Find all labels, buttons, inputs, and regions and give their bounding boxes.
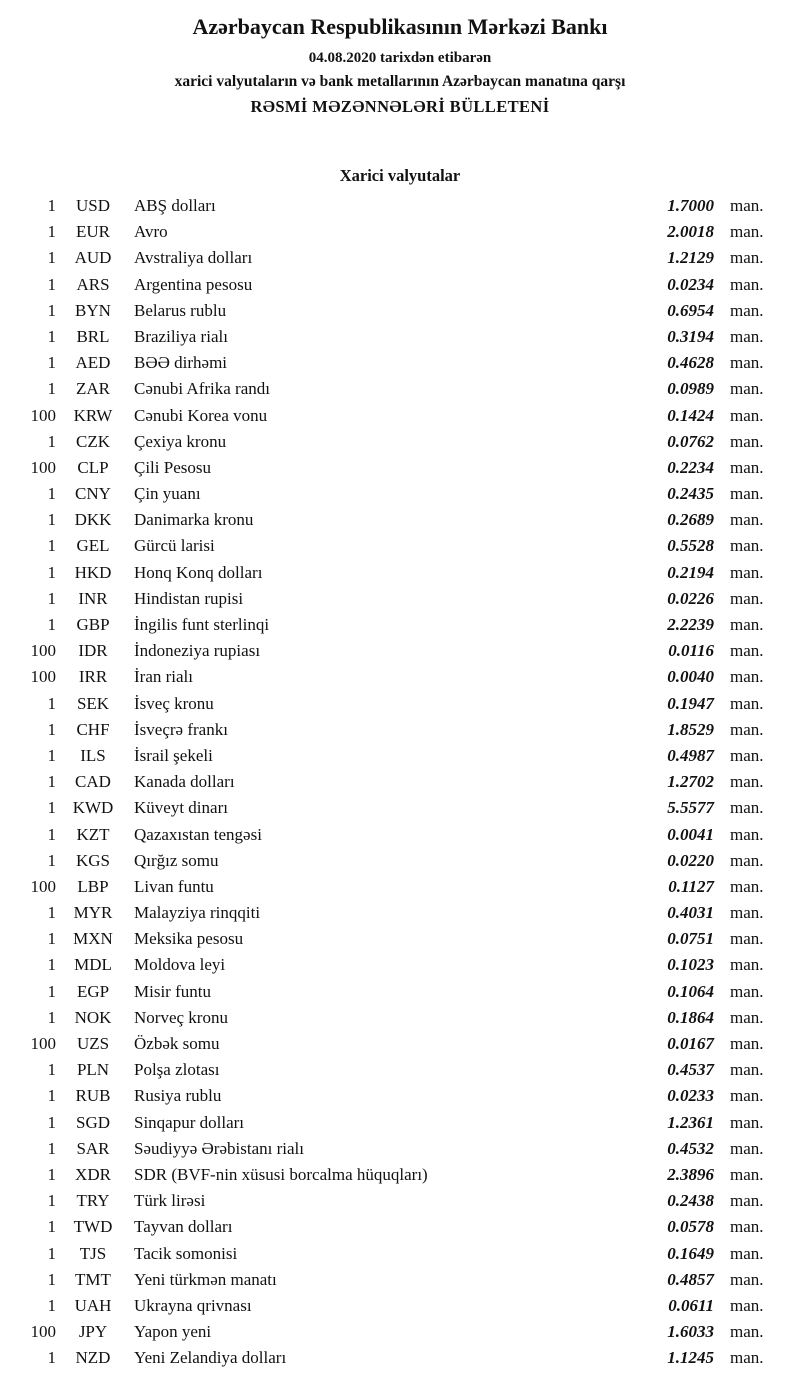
rate-name: İran rialı — [134, 667, 193, 687]
rate-code: INR — [78, 588, 108, 608]
rate-row — [14, 432, 776, 458]
rate-row — [14, 955, 776, 981]
rate-value: 0.1064 — [667, 981, 714, 1001]
rate-qty: 1 — [47, 1164, 56, 1184]
rate-name: Yeni türkmən manatı — [134, 1269, 277, 1289]
rate-value: 0.0611 — [668, 1295, 714, 1315]
bank-name-title: Azərbaycan Respublikasının Mərkəzi Bankı — [192, 14, 608, 39]
rate-qty: 1 — [47, 719, 56, 739]
rate-qty: 100 — [30, 876, 56, 896]
rate-unit: man. — [730, 1034, 764, 1053]
rate-value: 0.0751 — [667, 929, 714, 949]
rate-name: Sinqapur dolları — [134, 1112, 245, 1132]
rate-unit: man. — [730, 353, 764, 373]
rate-name: Danimarka kronu — [134, 510, 254, 530]
rate-code: RUB — [75, 1086, 111, 1106]
rate-value: 0.0762 — [667, 431, 714, 451]
rate-code: CNY — [75, 484, 111, 504]
rate-code: PLN — [76, 1060, 110, 1080]
rate-name: Meksika pesosu — [134, 929, 244, 949]
rate-code: CZK — [76, 431, 110, 451]
rate-row — [14, 458, 776, 484]
rate-code: TMT — [75, 1269, 111, 1289]
rate-row — [14, 615, 776, 641]
rate-row — [14, 1270, 776, 1296]
rate-row — [14, 1348, 776, 1374]
rate-row — [14, 1217, 776, 1243]
rate-name: İsveçrə frankı — [134, 719, 228, 739]
rate-qty: 100 — [30, 457, 56, 477]
rate-code: SEK — [76, 693, 110, 713]
rate-value: 2.2239 — [667, 615, 714, 634]
rate-row — [14, 563, 776, 589]
rate-code: KZT — [76, 824, 110, 844]
rate-value: 0.2435 — [667, 484, 714, 504]
rate-code: HKD — [74, 562, 112, 582]
rate-unit: man. — [730, 1191, 764, 1211]
rate-value: 0.4628 — [667, 353, 714, 373]
bulletin-header — [0, 12, 800, 120]
rate-code: CHF — [76, 719, 110, 739]
rate-name: Belarus rublu — [134, 300, 227, 320]
rate-unit: man. — [730, 1086, 764, 1106]
rate-qty: 1 — [47, 536, 56, 556]
rate-qty: 1 — [47, 1295, 56, 1315]
rate-unit: man. — [730, 1138, 764, 1158]
rate-row — [14, 694, 776, 720]
rate-unit: man. — [730, 274, 764, 294]
rate-name: Səudiyyə Ərəbistanı rialı — [134, 1138, 304, 1158]
rate-value: 1.7000 — [667, 196, 714, 215]
rate-row — [14, 982, 776, 1008]
rate-unit: man. — [730, 405, 764, 425]
rate-row — [14, 798, 776, 824]
rate-qty: 1 — [47, 588, 56, 608]
rate-value: 0.1127 — [668, 876, 714, 896]
rate-unit: man. — [730, 326, 764, 346]
rate-name: Yapon yeni — [134, 1322, 212, 1342]
rate-unit: man. — [730, 1007, 764, 1027]
rate-row — [14, 1086, 776, 1112]
rate-code: EUR — [76, 222, 110, 242]
rate-row — [14, 720, 776, 746]
rate-code: GBP — [76, 615, 110, 634]
rate-qty: 1 — [47, 431, 56, 451]
rate-value: 1.6033 — [667, 1322, 714, 1342]
rate-row — [14, 1139, 776, 1165]
rate-name: Malayziya rinqqiti — [134, 903, 261, 923]
rate-code: XDR — [75, 1164, 111, 1184]
rate-unit: man. — [730, 222, 764, 242]
rate-code: KRW — [73, 405, 113, 425]
rate-name: Hindistan rupisi — [134, 588, 244, 608]
bulletin-title: RƏSMİ MƏZƏNNƏLƏRİ BÜLLETENİ — [250, 97, 550, 116]
rate-name: Polşa zlotası — [134, 1060, 220, 1080]
rate-unit: man. — [730, 929, 764, 949]
rate-unit: man. — [730, 484, 764, 504]
rate-unit: man. — [730, 850, 764, 870]
rate-name: Küveyt dinarı — [134, 798, 228, 818]
rate-name: İngilis funt sterlinqi — [134, 615, 270, 634]
rate-code: CAD — [75, 772, 111, 792]
rate-row — [14, 1191, 776, 1217]
rate-row — [14, 1060, 776, 1086]
rate-row — [14, 301, 776, 327]
rate-name: Çin yuanı — [134, 484, 201, 504]
rate-value: 0.5528 — [667, 536, 714, 556]
rate-unit: man. — [730, 1295, 764, 1315]
rate-name: Türk lirəsi — [134, 1191, 206, 1211]
rate-row — [14, 248, 776, 274]
rate-unit: man. — [730, 693, 764, 713]
rate-code: TJS — [79, 1243, 107, 1263]
rate-value: 0.4537 — [667, 1060, 714, 1080]
rate-row — [14, 1296, 776, 1322]
rate-value: 0.4031 — [667, 903, 714, 923]
rate-row — [14, 903, 776, 929]
rate-name: Qazaxıstan tengəsi — [134, 824, 262, 844]
rate-name: Çexiya kronu — [134, 431, 227, 451]
rate-value: 0.2689 — [667, 510, 714, 530]
rate-qty: 1 — [47, 248, 56, 268]
rate-name: SDR (BVF-nin xüsusi borcalma hüquqları) — [134, 1164, 428, 1184]
rate-code: SAR — [76, 1138, 110, 1158]
rate-qty: 1 — [47, 196, 56, 215]
rate-value: 0.0226 — [667, 588, 714, 608]
rate-value: 0.0220 — [667, 850, 714, 870]
rate-code: AED — [75, 353, 111, 373]
rate-qty: 1 — [47, 903, 56, 923]
rate-name: Qırğız somu — [134, 850, 219, 870]
rate-value: 0.2194 — [667, 562, 714, 582]
rate-row — [14, 641, 776, 667]
rate-qty: 1 — [47, 274, 56, 294]
rate-unit: man. — [730, 457, 764, 477]
rate-row — [14, 406, 776, 432]
rate-code: BRL — [76, 326, 110, 346]
rate-row — [14, 510, 776, 536]
rate-qty: 1 — [47, 300, 56, 320]
rate-row — [14, 275, 776, 301]
rate-value: 0.6954 — [667, 300, 714, 320]
rate-qty: 100 — [30, 667, 56, 687]
rate-name: Livan funtu — [134, 876, 214, 896]
rate-unit: man. — [730, 1348, 764, 1368]
rate-qty: 1 — [47, 1060, 56, 1080]
rate-unit: man. — [730, 772, 764, 792]
rate-name: Misir funtu — [134, 981, 211, 1001]
rate-code: ZAR — [76, 379, 110, 399]
rate-qty: 1 — [47, 222, 56, 242]
rate-row — [14, 379, 776, 405]
rate-qty: 1 — [47, 510, 56, 530]
rate-qty: 1 — [47, 798, 56, 818]
rate-row — [14, 877, 776, 903]
rate-name: Braziliya rialı — [134, 326, 228, 346]
rate-name: Cənubi Korea vonu — [134, 405, 268, 425]
rate-unit: man. — [730, 981, 764, 1001]
rate-unit: man. — [730, 903, 764, 923]
rate-qty: 1 — [47, 326, 56, 346]
rate-name: İsrail şekeli — [134, 745, 213, 765]
rate-unit: man. — [730, 1164, 764, 1184]
rate-value: 0.1023 — [667, 955, 714, 975]
rate-row — [14, 222, 776, 248]
rate-qty: 100 — [30, 1034, 56, 1053]
rate-name: Avstraliya dolları — [134, 248, 253, 268]
rate-value: 2.0018 — [667, 222, 714, 242]
rate-qty: 1 — [47, 1191, 56, 1211]
rate-value: 0.0578 — [667, 1217, 714, 1237]
rate-qty: 1 — [47, 615, 56, 634]
rate-qty: 1 — [47, 693, 56, 713]
rate-value: 0.1947 — [667, 693, 714, 713]
rate-row — [14, 851, 776, 877]
rate-qty: 1 — [47, 955, 56, 975]
rate-value: 0.3194 — [667, 326, 714, 346]
rate-name: ABŞ dolları — [134, 196, 216, 215]
rate-value: 1.2129 — [667, 248, 714, 268]
rate-code: KWD — [72, 798, 114, 818]
rate-code: AUD — [74, 248, 112, 268]
rate-unit: man. — [730, 379, 764, 399]
rate-qty: 100 — [30, 405, 56, 425]
rate-name: Moldova leyi — [134, 955, 226, 975]
rate-code: ILS — [80, 745, 106, 765]
rate-code: TRY — [76, 1191, 110, 1211]
rate-unit: man. — [730, 798, 764, 818]
rate-value: 0.4857 — [667, 1269, 714, 1289]
rate-name: Rusiya rublu — [134, 1086, 222, 1106]
rate-value: 0.4987 — [667, 745, 714, 765]
rate-code: MYR — [73, 903, 113, 923]
rate-unit: man. — [730, 955, 764, 975]
rate-unit: man. — [730, 719, 764, 739]
rate-value: 0.0233 — [667, 1086, 714, 1106]
rate-qty: 1 — [47, 353, 56, 373]
rate-code: NZD — [75, 1348, 111, 1368]
rate-qty: 1 — [47, 745, 56, 765]
rate-unit: man. — [730, 1322, 764, 1342]
rate-name: Ukrayna qrivnası — [134, 1295, 252, 1315]
rate-qty: 1 — [47, 379, 56, 399]
rate-row — [14, 1034, 776, 1060]
rate-row — [14, 484, 776, 510]
rate-qty: 1 — [47, 1007, 56, 1027]
rate-unit: man. — [730, 300, 764, 320]
rate-value: 0.0234 — [667, 274, 714, 294]
rate-qty: 1 — [47, 1112, 56, 1132]
rate-row — [14, 536, 776, 562]
rate-code: IDR — [78, 641, 108, 661]
rate-value: 0.0040 — [667, 667, 714, 687]
rate-unit: man. — [730, 536, 764, 556]
rate-value: 1.2702 — [667, 772, 714, 792]
rate-code: USD — [75, 196, 110, 215]
rate-name: Çili Pesosu — [134, 457, 211, 477]
rates-table-body — [0, 196, 800, 1374]
rate-row — [14, 353, 776, 379]
rate-unit: man. — [730, 196, 764, 215]
rate-name: Yeni Zelandiya dolları — [134, 1348, 287, 1368]
rate-qty: 1 — [47, 850, 56, 870]
section-title-foreign-currencies: Xarici valyutalar — [339, 166, 461, 185]
rate-value: 0.0167 — [667, 1034, 714, 1053]
rate-code: UZS — [76, 1034, 110, 1053]
rate-code: IRR — [78, 667, 108, 687]
rate-row — [14, 1113, 776, 1139]
rate-code: TWD — [73, 1217, 113, 1237]
rate-qty: 1 — [47, 1086, 56, 1106]
rate-name: İsveç kronu — [134, 693, 214, 713]
rate-value: 0.0116 — [668, 641, 714, 661]
rate-row — [14, 667, 776, 693]
rate-name: Honq Konq dolları — [134, 562, 263, 582]
rate-code: BYN — [75, 300, 111, 320]
rate-name: Kanada dolları — [134, 772, 235, 792]
rate-name: Avro — [134, 222, 168, 242]
rate-unit: man. — [730, 641, 764, 661]
rate-code: MXN — [73, 929, 113, 949]
rate-value: 1.1245 — [667, 1348, 714, 1368]
rate-row — [14, 1165, 776, 1191]
rate-code: DKK — [74, 510, 112, 530]
rate-row — [14, 772, 776, 798]
rate-unit: man. — [730, 1243, 764, 1263]
rate-code: GEL — [76, 536, 110, 556]
rate-value: 0.1864 — [667, 1007, 714, 1027]
rate-name: Argentina pesosu — [134, 274, 253, 294]
rate-unit: man. — [730, 1112, 764, 1132]
rate-unit: man. — [730, 248, 764, 268]
rate-code: EGP — [76, 981, 110, 1001]
rate-unit: man. — [730, 876, 764, 896]
rate-qty: 1 — [47, 562, 56, 582]
rate-code: CLP — [77, 457, 109, 477]
rate-code: ARS — [76, 274, 110, 294]
rate-unit: man. — [730, 615, 764, 634]
rate-name: İndoneziya rupiası — [134, 641, 261, 661]
rate-unit: man. — [730, 1060, 764, 1080]
rate-unit: man. — [730, 1269, 764, 1289]
rate-qty: 1 — [47, 824, 56, 844]
rate-qty: 1 — [47, 1138, 56, 1158]
rate-unit: man. — [730, 588, 764, 608]
rate-qty: 1 — [47, 1269, 56, 1289]
rate-name: BƏƏ dirhəmi — [134, 353, 228, 373]
rate-unit: man. — [730, 562, 764, 582]
rate-qty: 1 — [47, 484, 56, 504]
rate-value: 0.0041 — [667, 824, 714, 844]
rate-value: 0.2438 — [667, 1191, 714, 1211]
rate-qty: 1 — [47, 1243, 56, 1263]
rate-value: 0.2234 — [667, 457, 714, 477]
rate-row — [14, 327, 776, 353]
rate-name: Cənubi Afrika randı — [134, 379, 270, 399]
rate-code: LBP — [77, 876, 109, 896]
rate-unit: man. — [730, 667, 764, 687]
rate-qty: 100 — [30, 641, 56, 661]
rate-code: KGS — [75, 850, 110, 870]
rate-value: 0.4532 — [667, 1138, 714, 1158]
rate-row — [14, 1322, 776, 1348]
rate-code: MDL — [74, 955, 112, 975]
rate-unit: man. — [730, 431, 764, 451]
rate-value: 0.1424 — [667, 405, 714, 425]
rate-qty: 1 — [47, 929, 56, 949]
rate-row — [14, 589, 776, 615]
rate-value: 1.2361 — [667, 1112, 714, 1132]
rate-qty: 1 — [47, 1217, 56, 1237]
rate-qty: 1 — [47, 981, 56, 1001]
rate-name: Tayvan dolları — [134, 1217, 233, 1237]
rate-qty: 100 — [30, 1322, 56, 1342]
rate-row — [14, 825, 776, 851]
rate-unit: man. — [730, 824, 764, 844]
rate-code: JPY — [78, 1322, 108, 1342]
rate-name: Tacik somonisi — [134, 1243, 238, 1263]
rate-value: 1.8529 — [667, 719, 714, 739]
rate-unit: man. — [730, 1217, 764, 1237]
rate-row — [14, 196, 776, 222]
rate-value: 0.0989 — [667, 379, 714, 399]
rate-name: Özbək somu — [134, 1034, 220, 1053]
rate-unit: man. — [730, 510, 764, 530]
subject-line: xarici valyutaların və bank metallarının Azərbaycan manatına qarşı — [174, 73, 626, 90]
rate-row — [14, 1008, 776, 1034]
rate-qty: 1 — [47, 1348, 56, 1368]
rate-name: Gürcü larisi — [134, 536, 215, 556]
rate-value: 0.1649 — [667, 1243, 714, 1263]
rate-code: UAH — [74, 1295, 112, 1315]
rate-value: 5.5577 — [667, 798, 714, 818]
rate-unit: man. — [730, 745, 764, 765]
rate-row — [14, 746, 776, 772]
rate-code: NOK — [74, 1007, 112, 1027]
rate-name: Norveç kronu — [134, 1007, 228, 1027]
rate-row — [14, 929, 776, 955]
effective-date-line: 04.08.2020 tarixdən etibarən — [308, 50, 492, 66]
rate-value: 2.3896 — [667, 1164, 714, 1184]
rate-code: SGD — [75, 1112, 110, 1132]
rate-row — [14, 1244, 776, 1270]
rate-qty: 1 — [47, 772, 56, 792]
